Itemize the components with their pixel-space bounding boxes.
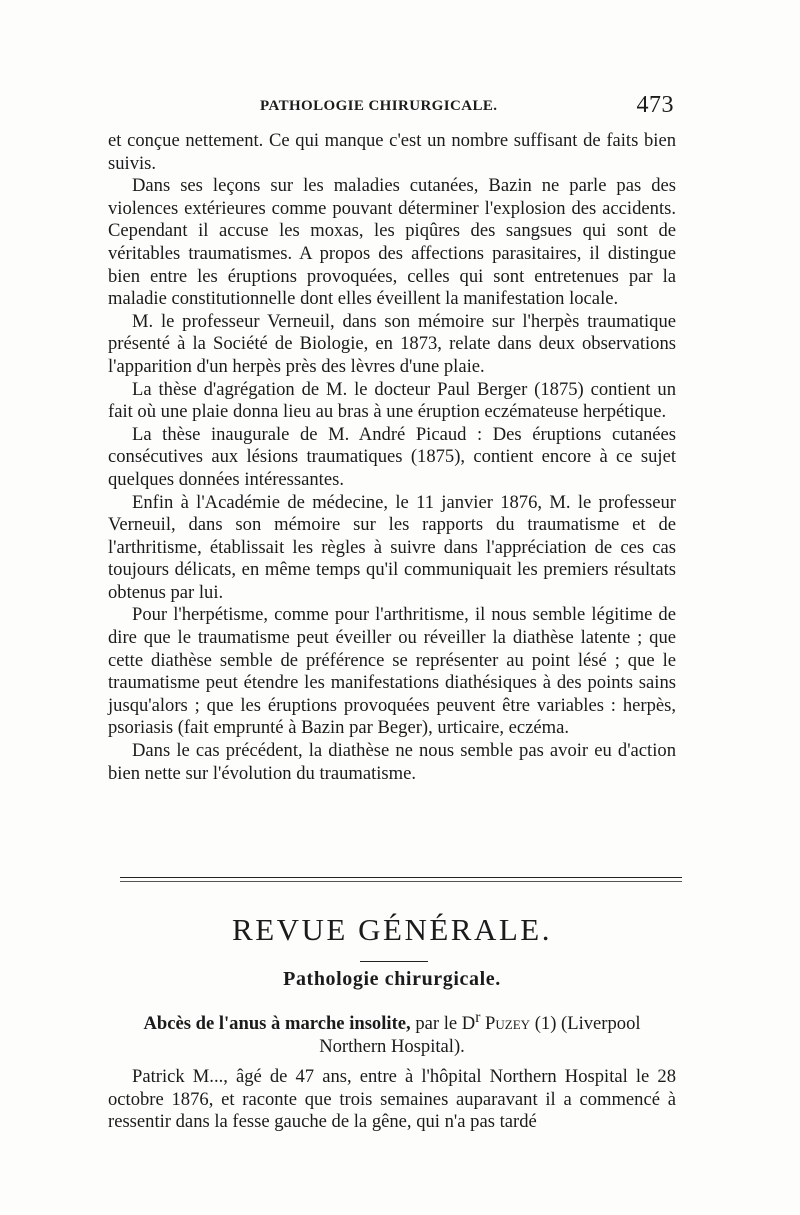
paragraph: Dans ses leçons sur les maladies cutanées, Bazin ne parle pas des violences extérieures comme pouvant déterminer l'explosion des accidents. Cependant il accuse les moxas, les piqûres des sangsues qui sont de véritables traumatismes. A propos des affections parasitaires, il distingue bien entre les éruptions provoquées, celles qui sont entretenues par la maladie constitutionnelle dont elles éveillent la manifestation locale.	[108, 175, 676, 310]
article-title-main: Abcès de l'anus à marche insolite,	[143, 1013, 411, 1035]
paragraph: et conçue nettement. Ce qui manque c'est un nombre suffisant de faits bien suivis.	[108, 130, 676, 174]
page-number: 473	[636, 92, 674, 118]
paragraph: Patrick M..., âgé de 47 ans, entre à l'hôpital Northern Hospital le 28 octobre 1876, et raconte que trois semaines auparavant il a commencé à ressentir dans la fesse gauche de la gêne, qui n'a pas tardé	[108, 1066, 676, 1133]
subsection-heading: Pathologie chirurgicale.	[283, 968, 501, 990]
paragraph: Enfin à l'Académie de médecine, le 11 janvier 1876, M. le professeur Verneuil, dans son mémoire sur les rapports du traumatisme et de l'arthritisme, établissait les règles à suivre dans l'appréciation de ces cas toujours délicats, en même temps qu'il communiquait les premiers résultats obtenus par lui.	[108, 491, 676, 603]
main-text	[108, 130, 676, 785]
article-title	[108, 1007, 676, 1058]
divider-rule-thick	[120, 877, 682, 878]
divider-rule-thin	[120, 881, 682, 882]
section-divider	[120, 877, 682, 885]
article-title-rest: (1) (Liverpool Northern Hospital).	[319, 1013, 641, 1057]
paragraph: La thèse d'agrégation de M. le docteur Paul Berger (1875) contient un fait où une plaie donna lieu au bras à une éruption eczémateuse herpétique.	[108, 378, 676, 423]
article-body	[108, 1066, 676, 1134]
running-title: PATHOLOGIE CHIRURGICALE.	[260, 98, 498, 114]
paragraph: M. le professeur Verneuil, dans son mémoire sur l'herpès traumatique présenté à la Société de Biologie, en 1873, relate dans deux observations l'apparition d'un herpès près des lèvres d'une plaie.	[108, 310, 676, 377]
section-heading: REVUE GÉNÉRALE.	[232, 912, 552, 947]
article-author-name: Puzey	[485, 1013, 531, 1035]
paragraph: La thèse inaugurale de M. André Picaud : Des éruptions cutanées consécutives aux lésions traumatiques (1875), contient encore à ce sujet quelques données intéressantes.	[108, 423, 676, 490]
paragraph: Dans le cas précédent, la diathèse ne nous semble pas avoir eu d'action bien nette sur l'évolution du traumatisme.	[108, 740, 676, 784]
paragraph: Pour l'herpétisme, comme pour l'arthritisme, il nous semble légitime de dire que le traumatisme peut éveiller ou réveiller la diathèse latente ; que cette diathèse semble de préférence se représenter au point lésé ; que le traumatisme peut étendre les manifestations diathésiques à des points sains jusqu'alors ; que les éruptions provoquées peuvent être variables : herpès, psoriasis (fait emprunté à Bazin par Beger), urticaire, eczéma.	[108, 604, 676, 739]
article-author-sup: r	[475, 1009, 481, 1026]
heading-rule	[360, 961, 428, 962]
article-author-prefix: par le D	[415, 1013, 476, 1035]
page-header	[108, 92, 676, 124]
